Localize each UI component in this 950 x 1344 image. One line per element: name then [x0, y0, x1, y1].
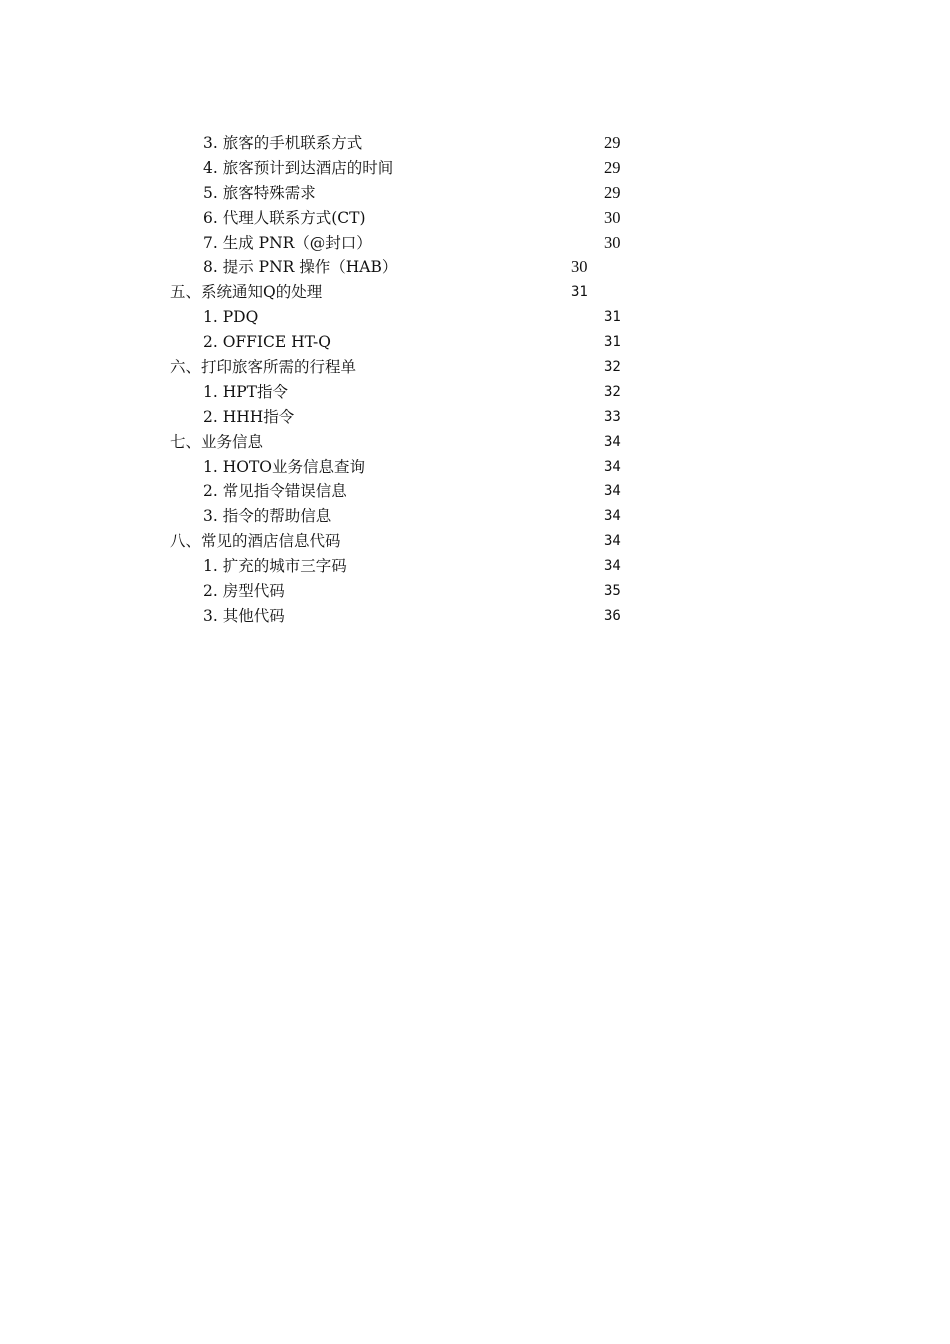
toc-section-label: 五、系统通知Q的处理 — [170, 283, 323, 302]
toc-entry-page: 32 — [604, 383, 621, 400]
toc-entry-page: 34 — [604, 458, 621, 475]
toc-entry[interactable] — [0, 305, 950, 330]
toc-entry[interactable] — [0, 554, 950, 579]
toc-entry-label: 4. 旅客预计到达酒店的时间 — [203, 158, 394, 177]
toc-entry-label: 2. 房型代码 — [203, 582, 285, 601]
toc-entry[interactable] — [0, 380, 950, 405]
toc-entry[interactable] — [0, 330, 950, 355]
toc-entry[interactable] — [0, 181, 950, 206]
toc-entry[interactable] — [0, 455, 950, 480]
toc-entry-label: 5. 旅客特殊需求 — [203, 183, 316, 202]
toc-section[interactable] — [0, 529, 950, 554]
toc-entry-label: 2. OFFICE HT-Q — [203, 333, 331, 352]
toc-entry-label: 3. 指令的帮助信息 — [203, 507, 332, 526]
toc-section[interactable] — [0, 430, 950, 455]
toc-entry[interactable] — [0, 579, 950, 604]
toc-section[interactable] — [0, 280, 950, 305]
toc-entry-label: 3. 其他代码 — [203, 606, 285, 625]
toc-entry[interactable] — [0, 255, 950, 280]
toc-entry-label: 1. 扩充的城市三字码 — [203, 557, 347, 576]
toc-entry-label: 2. HHH指令 — [203, 407, 295, 426]
table-of-contents — [0, 131, 950, 629]
toc-section-page: 34 — [604, 533, 621, 550]
toc-entry-page: 35 — [604, 583, 621, 600]
toc-entry-label: 1. HOTO业务信息查询 — [203, 457, 365, 476]
toc-entry-page: 30 — [571, 257, 588, 277]
toc-section-label: 七、业务信息 — [170, 432, 264, 451]
toc-entry[interactable] — [0, 504, 950, 529]
toc-entry-label: 1. PDQ — [203, 308, 259, 327]
toc-entry-page: 30 — [604, 207, 621, 227]
toc-entry-label: 2. 常见指令错误信息 — [203, 482, 347, 501]
toc-entry-page: 31 — [604, 309, 621, 326]
toc-entry-label: 8. 提示 PNR 操作（HAB） — [203, 258, 398, 277]
toc-entry-page: 34 — [604, 558, 621, 575]
toc-entry-label: 7. 生成 PNR（@封口） — [203, 233, 372, 252]
toc-section-page: 34 — [604, 433, 621, 450]
toc-entry[interactable] — [0, 131, 950, 156]
toc-entry[interactable] — [0, 604, 950, 629]
toc-entry-page: 29 — [604, 133, 621, 152]
toc-section-page: 31 — [571, 284, 588, 301]
toc-entry-page: 30 — [604, 232, 621, 252]
toc-entry[interactable] — [0, 405, 950, 430]
toc-entry-page: 29 — [604, 157, 621, 177]
toc-entry-page: 34 — [604, 508, 621, 525]
toc-entry-label: 3. 旅客的手机联系方式 — [203, 134, 363, 152]
toc-section[interactable] — [0, 355, 950, 380]
toc-entry[interactable] — [0, 156, 950, 181]
toc-entry-label: 6. 代理人联系方式(CT) — [203, 208, 366, 227]
toc-entry-page: 34 — [604, 483, 621, 500]
toc-section-label: 八、常见的酒店信息代码 — [170, 532, 341, 551]
toc-section-label: 六、打印旅客所需的行程单 — [170, 358, 357, 377]
toc-entry[interactable] — [0, 479, 950, 504]
toc-entry-page: 31 — [604, 334, 621, 351]
toc-entry-page: 29 — [604, 182, 621, 202]
toc-entry-label: 1. HPT指令 — [203, 382, 289, 401]
toc-entry-page: 36 — [604, 607, 621, 624]
toc-section-page: 32 — [604, 359, 621, 376]
toc-entry-page: 33 — [604, 408, 621, 425]
toc-entry[interactable] — [0, 206, 950, 231]
toc-entry[interactable] — [0, 231, 950, 256]
